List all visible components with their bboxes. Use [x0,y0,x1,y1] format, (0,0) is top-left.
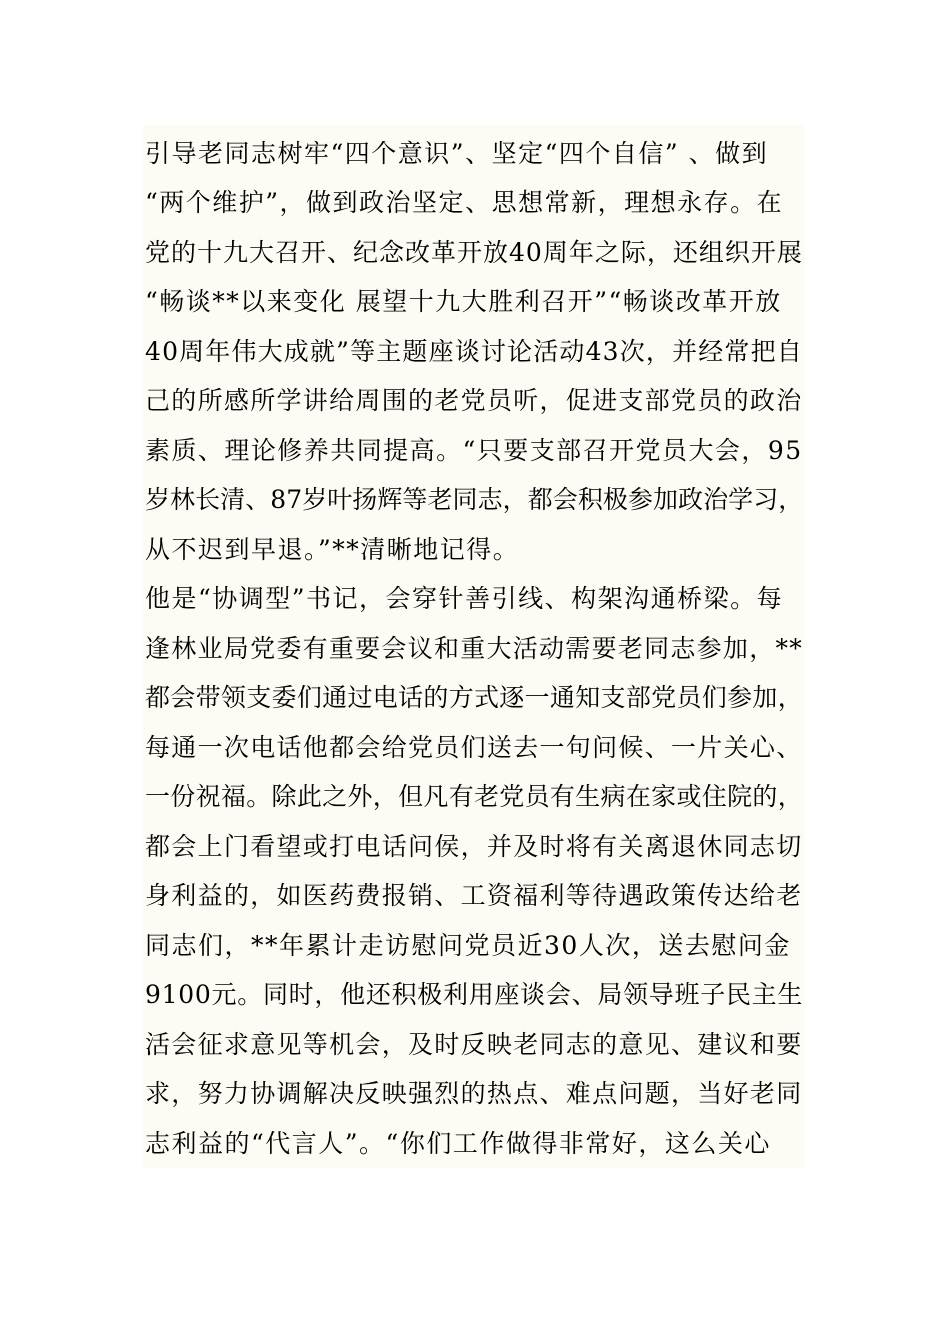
text-line: 一份祝福。除此之外，但凡有老党员有生病在家或住院的， [145,782,804,811]
text-line: 岁林长清、87岁叶扬辉等老同志，都会积极参加政治学习， [145,485,804,514]
text-line: 活会征求意见等机会，及时反映老同志的意见、建议和要 [145,1030,803,1059]
text-line: 他是“协调型”书记，会穿针善引线、构架沟通桥梁。每 [145,584,784,613]
text-line: 从不迟到早退。”**清晰地记得。 [145,535,520,564]
text-line: 9100元。同时，他还积极利用座谈会、局领导班子民主生 [145,980,804,1009]
text-line: 都会带领支委们通过电话的方式逐一通知支部党员们参加， [145,683,804,712]
text-line: 党的十九大召开、纪念改革开放40周年之际，还组织开展 [145,238,803,267]
text-line: “两个维护”，做到政治坚定、思想常新，理想永存。在 [145,188,784,217]
text-line: 同志们，**年累计走访慰问党员近30人次，送去慰问金 [145,931,791,960]
text-line: 都会上门看望或打电话问侯，并及时将有关离退休同志切 [145,832,803,861]
text-line: 每通一次电话他都会给党员们送去一句问候、一片关心、 [145,733,803,762]
text-line: 己的所感所学讲给周围的老党员听，促进支部党员的政治 [145,386,803,415]
text-line: 志利益的“代言人”。“你们工作做得非常好，这么关心 [145,1129,771,1158]
text-line: 引导老同志树牢“四个意识”、坚定“四个自信” 、做到 [145,139,769,168]
text-line: “畅谈**以来变化 展望十九大胜利召开”“畅谈改革开放 [145,287,782,316]
body-text [143,125,805,1168]
text-line: 素质、理论修养共同提高。“只要支部召开党员大会，95 [145,436,803,465]
text-line: 求，努力协调解决反映强烈的热点、难点问题，当好老同 [145,1079,803,1108]
text-line: 身利益的，如医药费报销、工资福利等待遇政策传达给老 [145,881,803,910]
text-line: 逢林业局党委有重要会议和重大活动需要老同志参加，** [145,634,804,663]
text-line: 40周年伟大成就”等主题座谈讨论活动43次，并经常把自 [145,337,803,366]
